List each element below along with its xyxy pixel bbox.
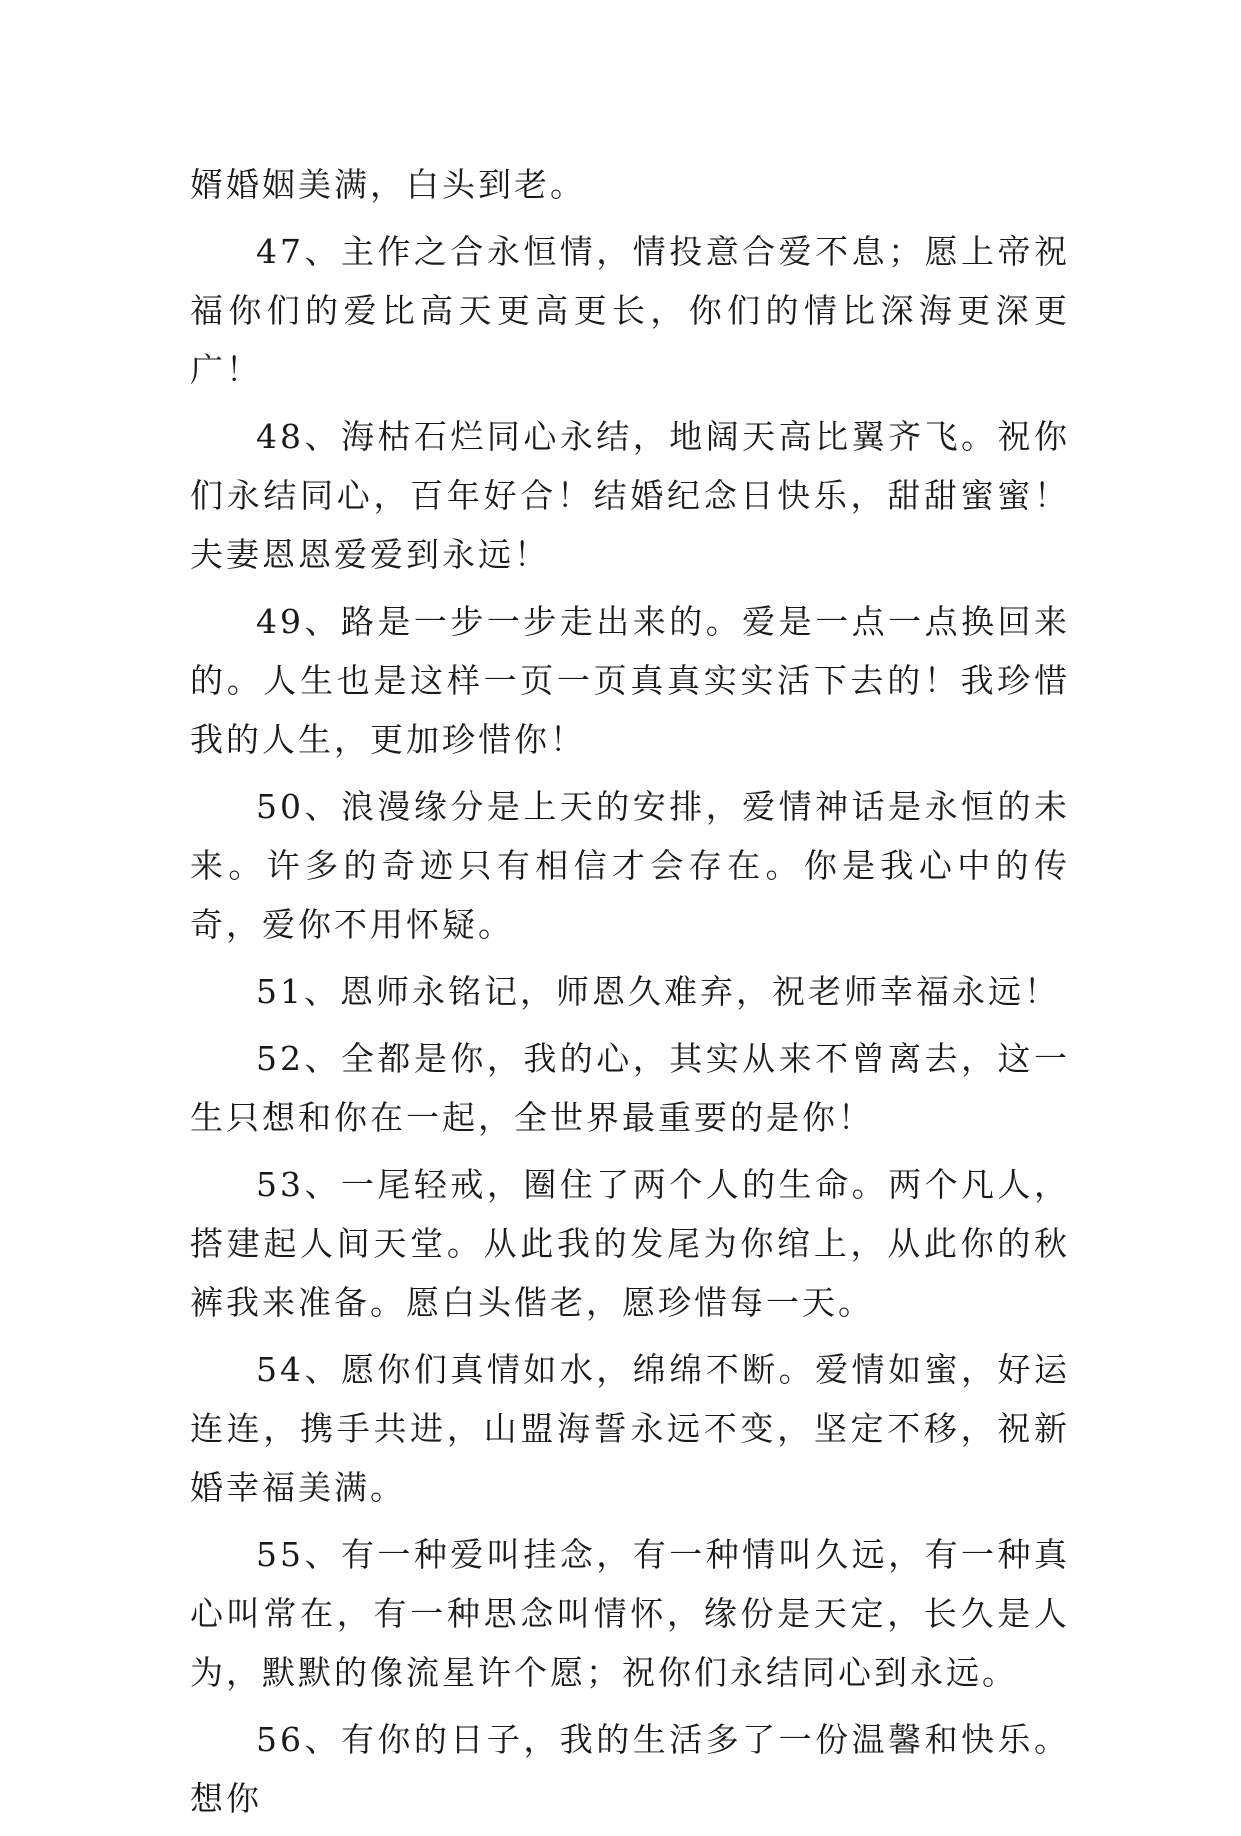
paragraph-51: 51、恩师永铭记，师恩久难弃，祝老师幸福永远！ [256, 972, 1060, 1011]
paragraph-49: 49、路是一步一步走出来的。爱是一点一点换回来的。人生也是这样一页一页真真实实活下去的！我珍惜我的人生，更加珍惜你！ [190, 602, 1070, 759]
document-body [190, 155, 1070, 1836]
paragraph-50: 50、浪漫缘分是上天的安排，爱情神话是永恒的未来。许多的奇迹只有相信才会存在。你是我心中的传奇，爱你不用怀疑。 [190, 787, 1070, 944]
paragraph-47: 47、主作之合永恒情，情投意合爱不息；愿上帝祝福你们的爱比高天更高更长，你们的情比深海更深更广！ [190, 232, 1070, 389]
paragraph-48: 48、海枯石烂同心永结，地阔天高比翼齐飞。祝你们永结同心，百年好合！结婚纪念日快乐，甜甜蜜蜜！夫妻恩恩爱爱到永远！ [190, 417, 1070, 574]
paragraph-continuation: 婿婚姻美满，白头到老。 [190, 165, 586, 204]
paragraph-55: 55、有一种爱叫挂念，有一种情叫久远，有一种真心叫常在，有一种思念叫情怀，缘份是天定，长久是人为，默默的像流星许个愿；祝你们永结同心到永远。 [190, 1535, 1070, 1692]
paragraph-52: 52、全都是你，我的心，其实从来不曾离去，这一生只想和你在一起，全世界最重要的是你！ [190, 1039, 1070, 1137]
paragraph-53: 53、一尾轻戒，圈住了两个人的生命。两个凡人，搭建起人间天堂。从此我的发尾为你绾上，从此你的秋裤我来准备。愿白头偕老，愿珍惜每一天。 [190, 1165, 1070, 1322]
paragraph-56: 56、有你的日子，我的生活多了一份温馨和快乐。想你 [190, 1720, 1070, 1818]
paragraph-54: 54、愿你们真情如水，绵绵不断。爱情如蜜，好运连连，携手共进，山盟海誓永远不变，坚定不移，祝新婚幸福美满。 [190, 1350, 1070, 1507]
